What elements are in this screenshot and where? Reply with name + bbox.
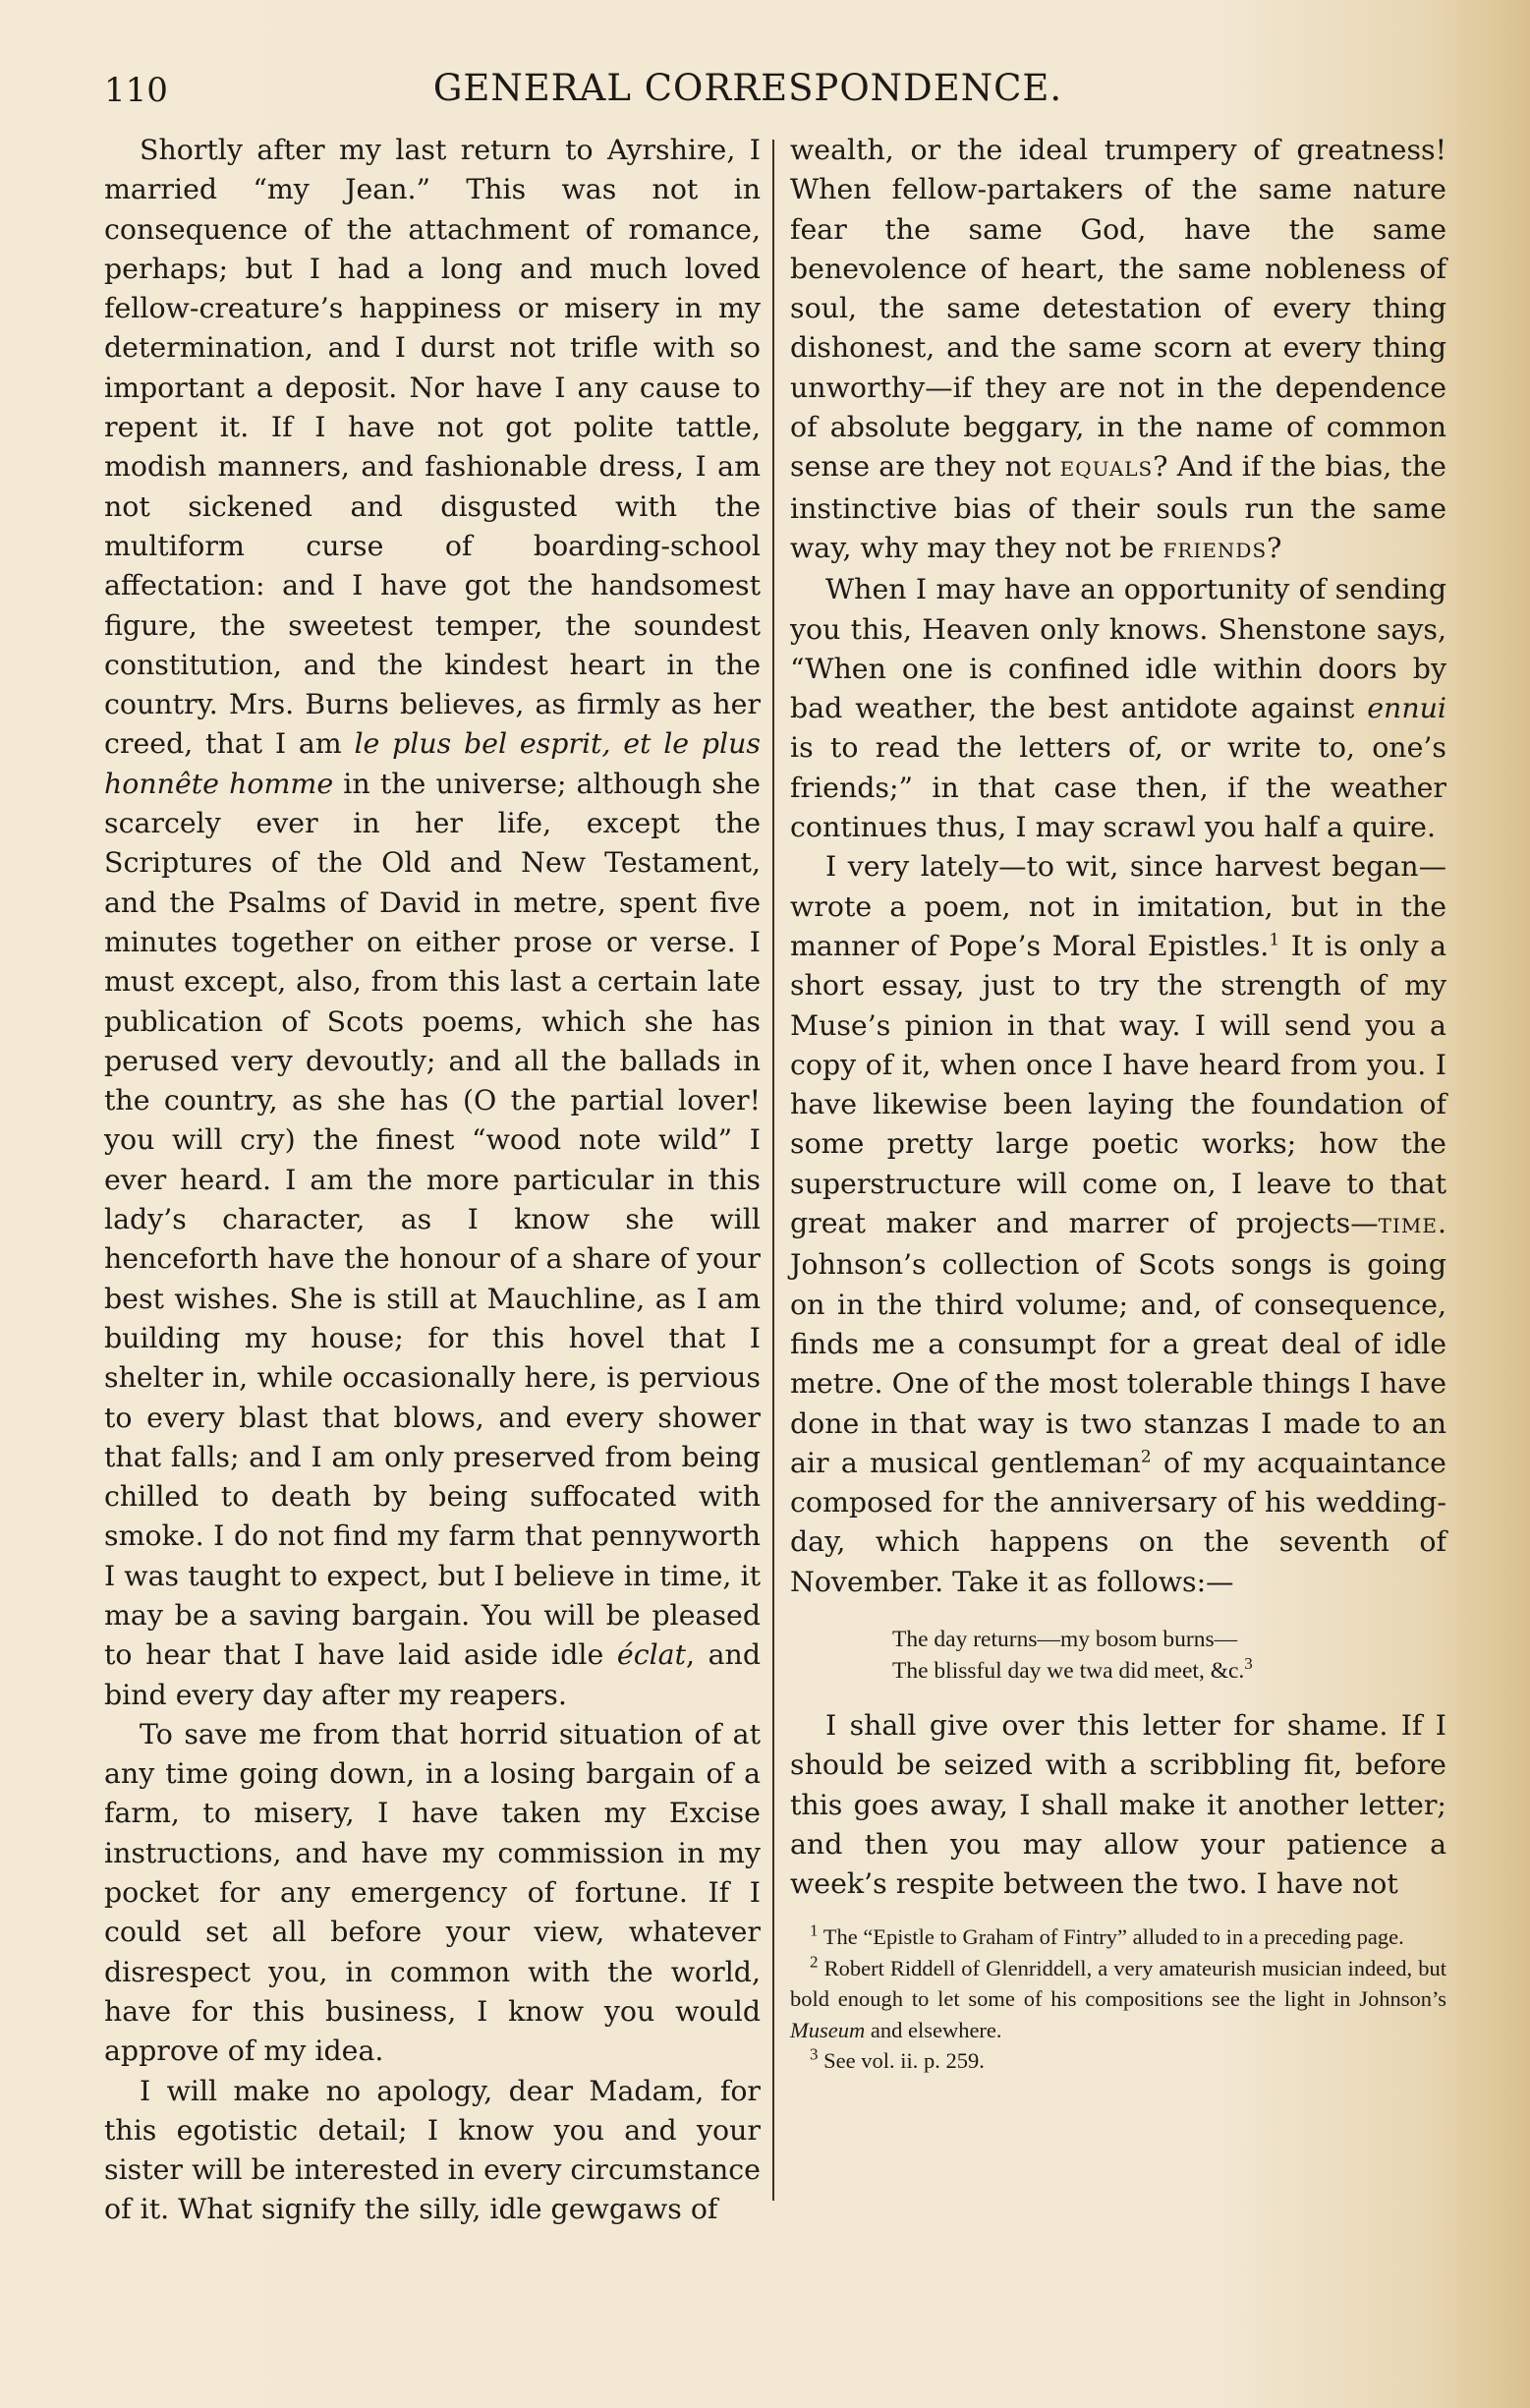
- paragraph: I will make no apology, dear Madam, for this egotistic detail; I know you and your sister will be interested in every circumstance of it. What signify the silly, idle gewgaws of: [104, 2074, 761, 2226]
- paragraph: When I may have an opportunity of sending you this, Heaven only knows. Shenstone says, “When one is confined idle within doors by bad weather, the best antidote against ennui is to read the letters of, or write to, one’s friends;” in that case then, if the weather continues thus, I may scrawl you half a quire.: [790, 573, 1446, 844]
- verse-line: The day returns—my bosom burns—: [892, 1626, 1238, 1652]
- right-column: [790, 131, 1446, 2077]
- footnote: $^2$ Robert Riddell of Glenriddell, a very amateurish musician indeed, but bold enough to let some of his compositions see the light in Johnson’s Museum and elsewhere.: [790, 1952, 1446, 2042]
- column-rule: [772, 140, 774, 2201]
- footnote: $^3$ See vol. ii. p. 259.: [810, 2044, 985, 2074]
- footnote: $^1$ The “Epistle to Graham of Fintry” alluded to in a preceding page.: [810, 1921, 1404, 1950]
- verse-quote: [790, 1624, 1446, 1687]
- paragraph: I very lately—to wit, since harvest began—wrote a poem, not in imitation, but in the manner of Pope’s Moral Epistles.$^1$ It is only a short essay, just to try the strength of my Muse’s pinion in that way. I will send you a copy of it, when once I have heard from you. I have likewise been laying the foundation of some pretty large poetic works; how the superstructure will come on, I leave to that great maker and marrer of projects—TIME. Johnson’s collection of Scots songs is going on in the third volume; and, of consequence, finds me a consumpt for a great deal of idle metre. One of the most tolerable things I have done in that way is two stanzas I made to an air a musical gentleman$^2$ of my acquaintance composed for the anniversary of his wedding-day, which happens on the seventh of November. Take it as follows:—: [790, 850, 1446, 1598]
- left-column: [104, 131, 761, 2230]
- footnotes: [790, 1921, 1446, 2077]
- footnote-ref[interactable]: 2: [1140, 1447, 1152, 1467]
- paragraph: Shortly after my last return to Ayrshire, I married “my Jean.” This was not in consequence of the attachment of romance, perhaps; but I had a long and much loved fellow-creature’s happiness or misery in my determination, and I durst not trifle with so important a deposit. Nor have I any cause to repent it. If I have not got polite tattle, modish manners, and fashionable dress, I am not sickened and disgusted with the multiform curse of boarding-school affectation: and I have got the handsomest figure, the sweetest temper, the soundest constitution, and the kindest heart in the country. Mrs. Burns believes, as firmly as her creed, that I am le plus bel esprit, et le plus honnête homme in the universe; although she scarcely ever in her life, except the Scriptures of the Old and New Testament, and the Psalms of David in metre, spent five minutes together on either prose or verse. I must except, also, from this last a certain late publication of Scots poems, which she has perused very devoutly; and all the ballads in the country, as she has (O the partial lover! you will cry) the finest “wood note wild” I ever heard. I am the more particular in this lady’s character, as I know she will henceforth have the honour of a share of your best wishes. She is still at Mauchline, as I am building my house; for this hovel that I shelter in, while occasionally here, is pervious to every blast that blows, and every shower that falls; and I am only preserved from being chilled to death by being suffocated with smoke. I do not find my farm that pennyworth I was taught to expect, but I believe in time, it may be a saving bargain. You will be pleased to hear that I have laid aside idle éclat, and bind every day after my reapers.: [104, 134, 761, 1711]
- page-header: [104, 59, 1313, 118]
- running-title: GENERAL CORRESPONDENCE.: [432, 67, 1063, 109]
- paragraph: To save me from that horrid situation of at any time going down, in a losing bargain of a farm, to misery, I have taken my Excise instructions, and have my commission in my pocket for any emergency of fortune. If I could set all before your view, whatever disrespect you, in common with the world, have for this business, I know you would approve of my idea.: [104, 1717, 761, 2068]
- footnote-ref[interactable]: 1: [1269, 930, 1280, 950]
- verse-line: The blissful day we twa did meet, &c.$^3$: [892, 1654, 1253, 1684]
- paragraph: I shall give over this letter for shame. If I should be seized with a scribbling fit, before this goes away, I shall make it another letter; and then you may allow your patience a week’s respite between the two. I have not: [790, 1708, 1446, 1901]
- paragraph: wealth, or the ideal trumpery of greatness! When fellow-partakers of the same nature fear the same God, have the same benevolence of heart, the same nobleness of soul, the same detestation of every thing dishonest, and the same scorn at every thing unworthy—if they are not in the dependence of absolute beggary, in the name of common sense are they not EQUALS? And if the bias, the instinctive bias of their souls run the same way, why may they not be FRIENDS?: [790, 134, 1446, 564]
- footnote-ref[interactable]: 3: [1244, 1654, 1253, 1674]
- page-number: 110: [104, 71, 168, 110]
